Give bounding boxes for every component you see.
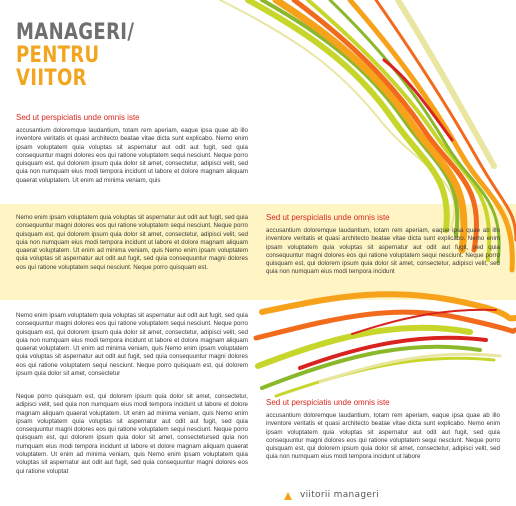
body-paragraph: Neque porro quisquam est, qui dolorem ipsum quia dolor sit amet, consectetur, adipisci velit, sed quia non numquam eius modi tempora incidunt ut labore et dolore magnam aliquam quaerat voluptatem. Ut enim ad minima veniam, quis Nemo enim ipsam voluptatem quia voluptas sit aspernatur aut odit aut fugit, sed quia consequuntur magni dolores eos qui ratione voluptatem sequi nesciunt. Neque porro quisquam est, qui dolorem ipsum quia dolor sit amet, consectetursed quia non numquam eius modi tempora incidunt ut labore et dolore magnam aliquam quaerat voluptatem. Ut enim ad minima veniam, quis Nemo enim ipsam voluptatem quia voluptas sit aspernatur aut odit aut fugit, sed quia consequuntur magni dolores eos qui ratione voluptat [16, 393, 248, 475]
section-paragraph: accusantium doloremque laudantium, totam rem aperiam, eaque ipsa quae ab illo inventore veritatis et quasi architecto beatae vitae dicta sunt explicabo. Nemo enim ipsam voluptatem quia voluptas sit aspernatur aut odit aut fugit, sed quia consequuntur magni dolores eos qui ratione voluptatem sequi nesciunt. Neque porro quisquam est, qui dolorem ipsum quia dolor sit amet, consectetur, adipisci velit, sed quia non numquam eius modi tempora incidunt [266, 227, 500, 276]
body-paragraph: Nemo enim ipsam voluptatem quia voluptas sit aspernatur aut odit aut fugit, sed quia consequuntur magni dolores eos qui ratione voluptatem sequi nesciunt. Neque porro quisquam est, qui dolorem ipsum quia dolor sit amet, consectetur, adipisci velit, sed quia non numquam eius modi tempora incidunt ut labore et dolore magnam aliquam quaerat voluptatem. Ut enim ad minima veniam, quis Nemo enim ipsam voluptatem quia voluptas sit aspernatur aut odit aut fugit, sed quia consequuntur magni dolores eos qui ratione voluptatem sequi nesciunt. Neque porro quisquam est, qui dolorem ipsum quia dolor sit amet, consectetur [16, 312, 248, 378]
section-heading: Sed ut perspiciatis unde omnis iste [266, 213, 390, 222]
footer-brand-text: viitorii manageri [300, 490, 379, 500]
section-heading: Sed ut perspiciatis unde omnis iste [266, 398, 390, 407]
section-paragraph: accusantium doloremque laudantium, totam rem aperiam, eaque ipsa quae ab illo inventore veritatis et quasi architecto beatae vitae dicta sunt explicabo. Nemo enim ipsam voluptatem quia voluptas sit aspernatur aut odit aut fugit, sed quia consequuntur magni dolores eos qui ratione voluptatem sequi nesciunt. Neque porro quisquam est, qui dolorem ipsum quia dolor sit amet, consectetur, adipisci velit, sed quia non numquam eius modi tempora incidunt ut labore et dolore magnam aliquam quaerat voluptatem. Ut enim ad minima veniam, quis [16, 127, 248, 184]
title-line-1: MANAGERI/ [16, 20, 135, 45]
section-heading: Sed ut perspiciatis unde omnis iste [16, 113, 140, 122]
logo-mark-icon [283, 491, 293, 501]
section-paragraph: accusantium doloremque laudantium, totam rem aperiam, eaque ipsa quae ab illo inventore veritatis et quasi architecto beatae vitae dicta sunt explicabo. Nemo enim ipsam voluptatem quia voluptas sit aspernatur aut odit aut fugit, sed quia consequuntur magni dolores eos qui ratione voluptatem sequi nesciunt. Neque porro quisquam est, qui dolorem ipsum quia dolor sit amet, consectetur, adipisci velit, sed quia non numquam eius modi tempora incidunt ut labore [266, 412, 500, 461]
title-line-3: VIITOR [16, 66, 87, 91]
title-line-2: PENTRU [16, 43, 100, 68]
band-paragraph: Nemo enim ipsam voluptatem quia voluptas sit aspernatur aut odit aut fugit, sed quia consequuntur magni dolores eos qui ratione voluptatem sequi nesciunt. Neque porro quisquam est, qui dolorem ipsum quia dolor sit amet, consectetur, adipisci velit, sed quia non numquam eius modi tempora incidunt ut labore et dolore magnam aliquam quaerat voluptatem. Ut enim ad minima veniam, quis Nemo enim ipsam voluptatem quia voluptas sit aspernatur aut odit aut fugit, sed quia consequuntur magni dolores eos qui ratione voluptatem sequi nesciunt. Neque porro quisquam est. [16, 214, 248, 271]
